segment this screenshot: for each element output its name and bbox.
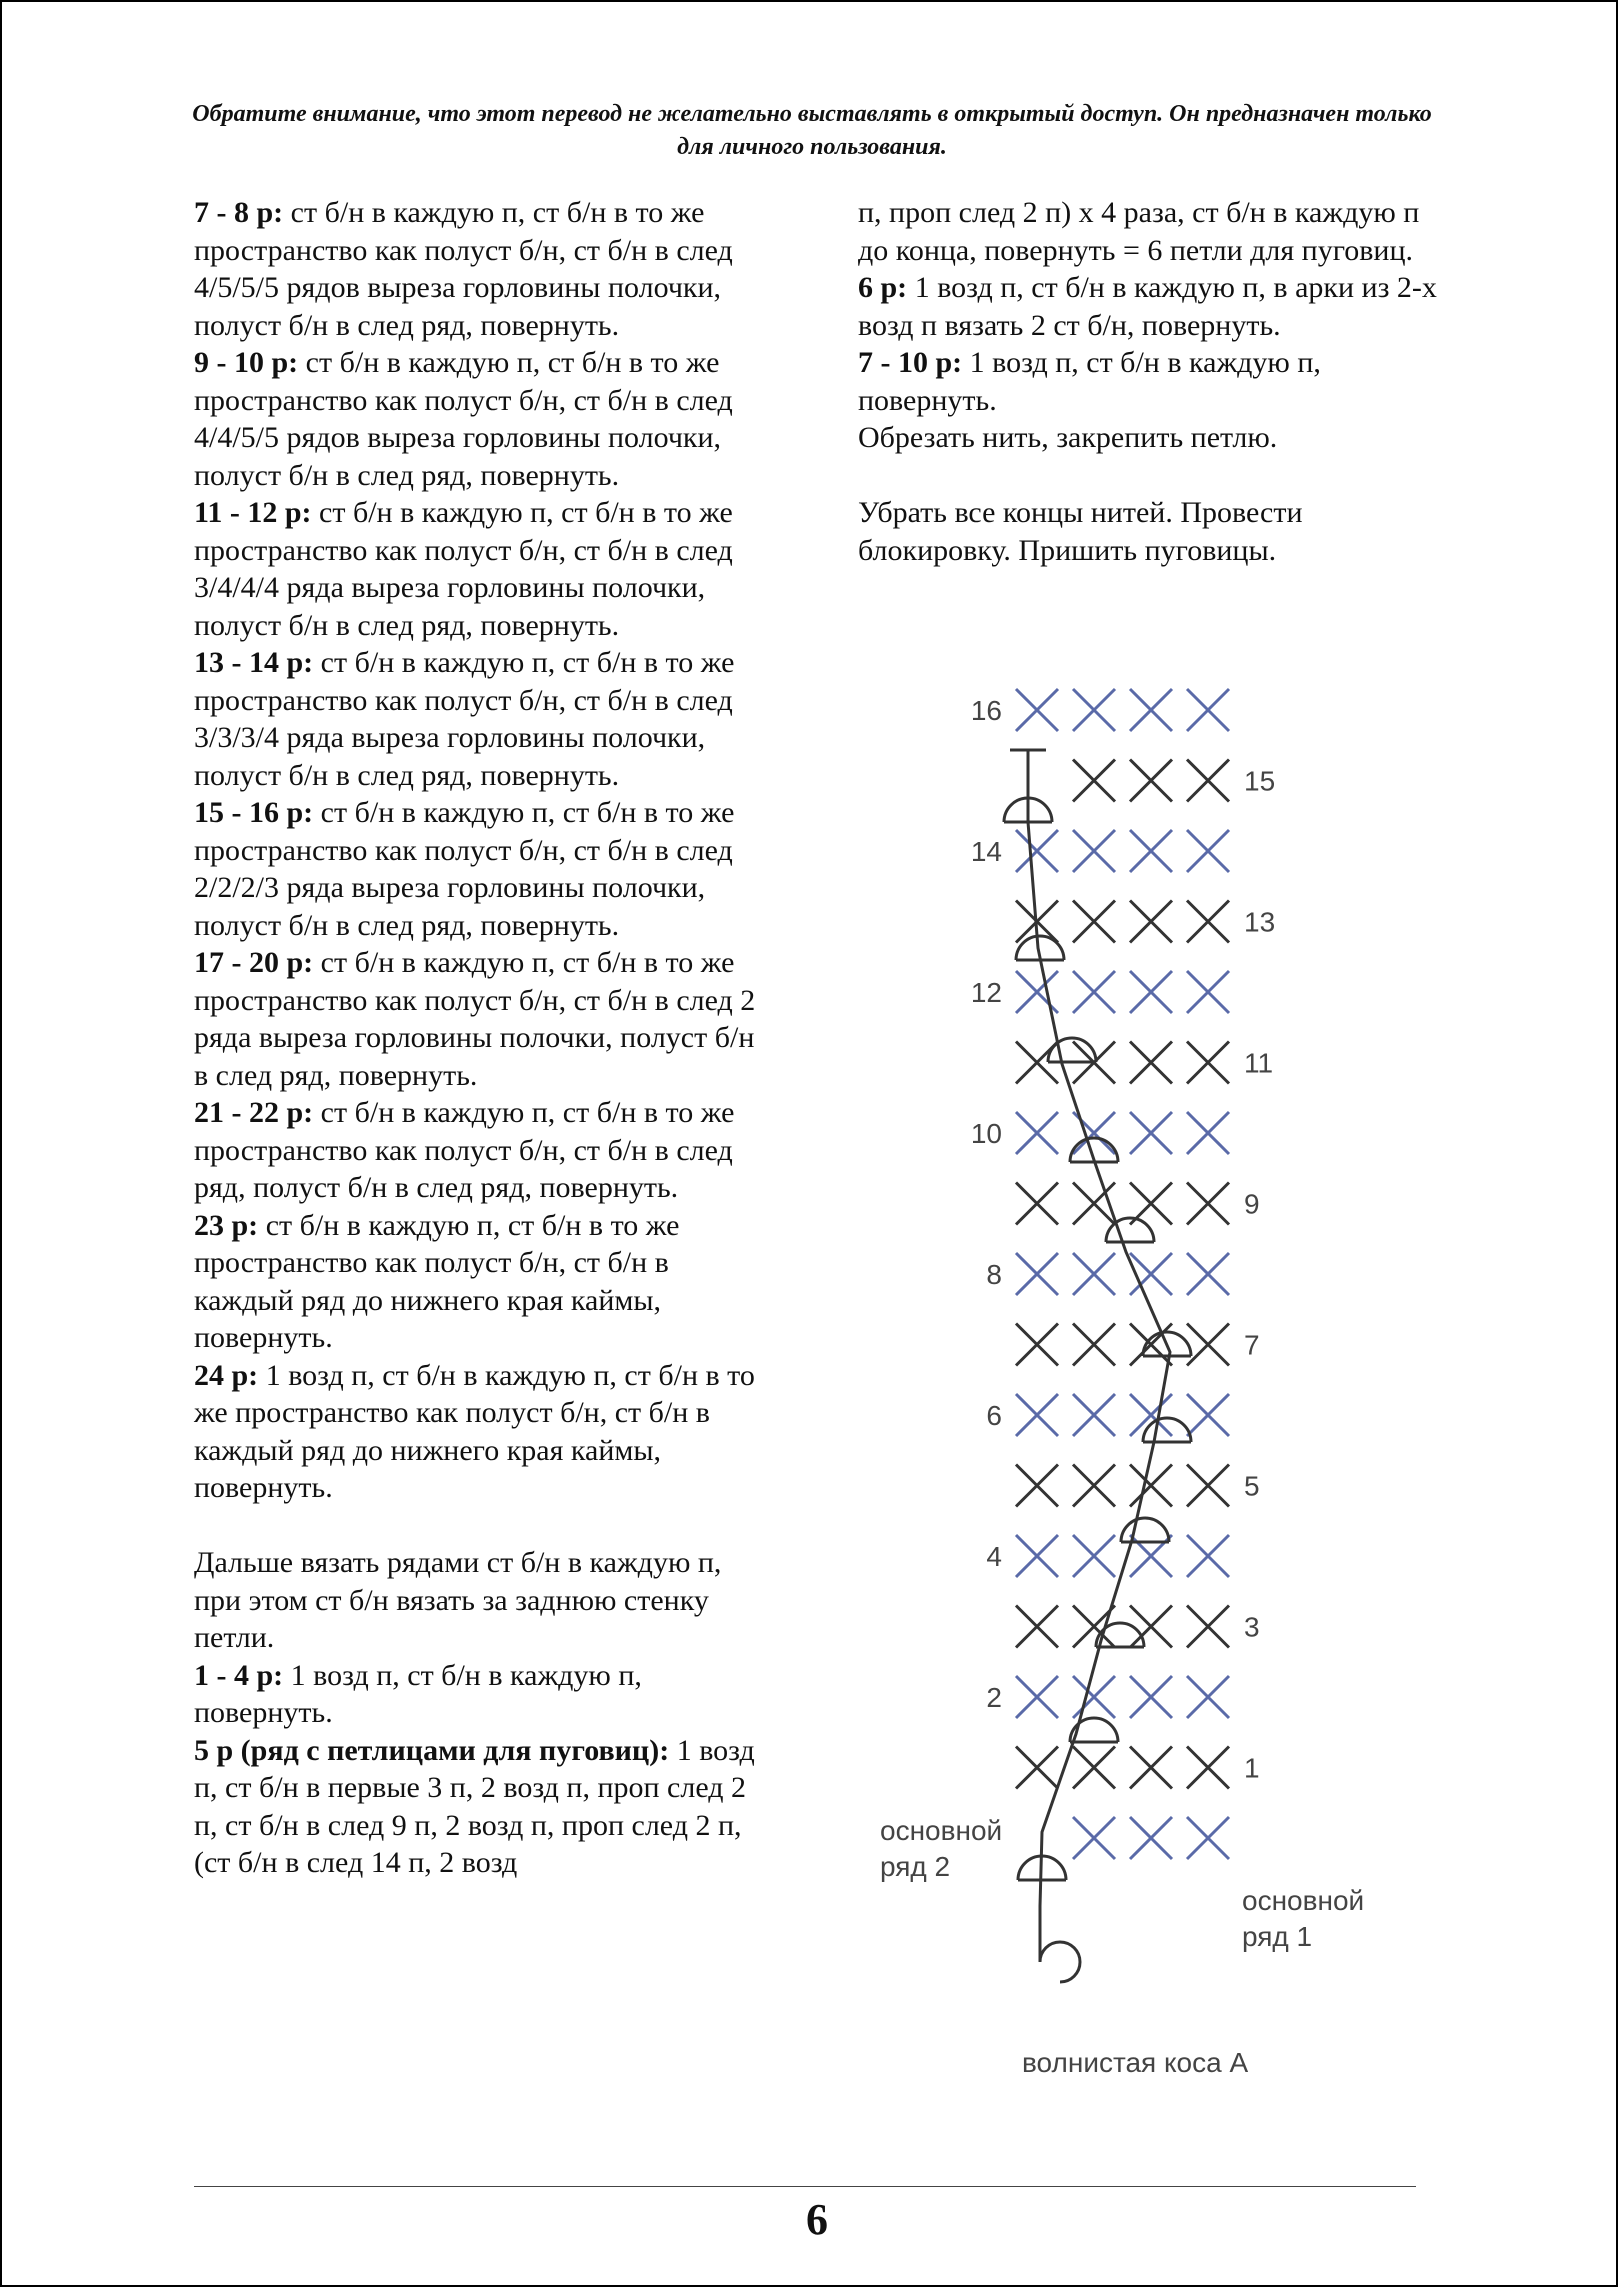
left-column <box>194 194 774 1882</box>
sc-stitch-symbol <box>1130 1817 1172 1859</box>
row-label-right: 13 <box>1244 906 1276 938</box>
sc-stitch-symbol <box>1130 1394 1172 1436</box>
sc-stitch-symbol <box>1016 1324 1058 1366</box>
sc-stitch-symbol <box>1130 1112 1172 1154</box>
band-row-5: 5 р (ряд с петлицами для пуговиц): 1 возд п, ст б/н в первые 3 п, 2 возд п, проп след 2 п, ст б/н в след 9 п, 2 возд п, проп след 2 п, (ст б/н в след 14 п, 2 возд <box>194 1733 755 1879</box>
row-label-right: 15 <box>1244 765 1276 797</box>
sc-stitch-symbol <box>1187 1676 1229 1718</box>
instruction-rows-9-10: 9 - 10 р: ст б/н в каждую п, ст б/н в то же пространство как полуст б/н, ст б/н в след 4/4/5/5 рядов выреза горловины полочки, полуст б/н в след ряд, повернуть. <box>194 346 733 492</box>
sc-stitch-symbol <box>1016 1394 1058 1436</box>
sc-stitch-symbol <box>1016 1747 1058 1789</box>
sc-stitch-symbol <box>1073 901 1115 943</box>
sc-stitch-symbol <box>1130 760 1172 802</box>
sc-stitch-symbol <box>1073 1253 1115 1295</box>
sc-stitch-symbol <box>1016 1606 1058 1648</box>
chart-caption: волнистая коса А <box>1022 2047 1249 2078</box>
sc-stitch-symbol <box>1187 1394 1229 1436</box>
instruction-row-24: 24 р: 1 возд п, ст б/н в каждую п, ст б/н в то же пространство как полуст б/н, ст б/н в каждый ряд до нижнего края каймы, повернуть. <box>194 1358 755 1504</box>
sc-stitch-symbol <box>1073 971 1115 1013</box>
row-label-right: 7 <box>1244 1329 1260 1361</box>
sc-stitch-symbol <box>1187 689 1229 731</box>
post-stitch-symbol <box>1121 1518 1169 1542</box>
notice-text: Обратите внимание, что этот перевод не желательно выставлять в открытый доступ. Он предназначен только для личного пользования. <box>192 101 1432 160</box>
sc-stitch-symbol <box>1130 971 1172 1013</box>
sc-stitch-symbol <box>1016 1465 1058 1507</box>
footer-divider <box>194 2186 1416 2187</box>
sc-stitch-symbol <box>1187 1465 1229 1507</box>
base-row-2-label-line1: основной <box>880 1815 1003 1846</box>
band-intro-paragraph: Дальше вязать рядами ст б/н в каждую п, при этом ст б/н вязать за заднюю стенку петли. <box>194 1546 722 1654</box>
sc-stitch-symbol <box>1016 1183 1058 1225</box>
sc-stitch-symbol <box>1130 1747 1172 1789</box>
sc-stitch-symbol <box>1187 1253 1229 1295</box>
row-label-left: 6 <box>986 1400 1002 1431</box>
row-label-right: 1 <box>1244 1752 1260 1784</box>
base-row-1-label-line1: основной <box>1242 1885 1365 1916</box>
sc-stitch-symbol <box>1187 760 1229 802</box>
sc-stitch-symbol <box>1073 1324 1115 1366</box>
sc-stitch-symbol <box>1130 901 1172 943</box>
band-rows-1-4: 1 - 4 р: 1 возд п, ст б/н в каждую п, повернуть. <box>194 1658 642 1729</box>
band-rows-7-10: 7 - 10 р: 1 возд п, ст б/н в каждую п, повернуть. <box>858 346 1321 417</box>
sc-stitch-symbol <box>1016 1676 1058 1718</box>
sc-stitch-symbol <box>1016 830 1058 872</box>
sc-stitch-symbol <box>1130 689 1172 731</box>
sc-stitch-symbol <box>1187 901 1229 943</box>
sc-stitch-symbol <box>1130 1676 1172 1718</box>
left-instructions <box>194 194 774 1507</box>
sc-stitch-symbol <box>1016 1253 1058 1295</box>
sc-stitch-symbol <box>1073 689 1115 731</box>
row-label-right: 5 <box>1244 1470 1260 1502</box>
instruction-row-23: 23 р: ст б/н в каждую п, ст б/н в то же пространство как полуст б/н, ст б/н в каждый ряд до нижнего края каймы, повернуть. <box>194 1208 680 1354</box>
foundation-chain-loop <box>1040 1942 1080 1982</box>
base-row-2-label-line2: ряд 2 <box>880 1851 951 1882</box>
row-label-left: 8 <box>986 1259 1002 1290</box>
sc-stitch-symbol <box>1187 1183 1229 1225</box>
crochet-chart <box>862 662 1422 2102</box>
sc-stitch-symbol <box>1016 689 1058 731</box>
sc-stitch-symbol <box>1187 1042 1229 1084</box>
sc-stitch-symbol <box>1073 830 1115 872</box>
row-label-right: 3 <box>1244 1611 1260 1643</box>
instruction-rows-21-22: 21 - 22 р: ст б/н в каждую п, ст б/н в то же пространство как полуст б/н, ст б/н в след ряд, полуст б/н в след ряд, повернуть. <box>194 1096 735 1204</box>
finish-text: Обрезать нить, закрепить петлю. <box>858 421 1278 454</box>
sc-stitch-symbol <box>1187 1535 1229 1577</box>
sc-stitch-symbol <box>1073 1676 1115 1718</box>
instruction-rows-11-12: 11 - 12 р: ст б/н в каждую п, ст б/н в то же пространство как полуст б/н, ст б/н в след 3/4/4/4 ряда выреза горловины полочки, полуст б/н в след ряд, повернуть. <box>194 496 733 642</box>
crochet-chart-svg <box>862 662 1422 2102</box>
base-row-1-label-line2: ряд 1 <box>1242 1921 1313 1952</box>
sc-stitch-symbol <box>1073 1747 1115 1789</box>
instruction-rows-7-8: 7 - 8 р: ст б/н в каждую п, ст б/н в то же пространство как полуст б/н, ст б/н в след 4/5/5/5 рядов выреза горловины полочки, полуст б/н в след ряд, повернуть. <box>194 196 733 342</box>
sc-stitch-symbol <box>1073 1535 1115 1577</box>
band-row-6: 6 р: 1 возд п, ст б/н в каждую п, в арки из 2-х возд п вязать 2 ст б/н, повернуть. <box>858 271 1437 342</box>
sc-stitch-symbol <box>1016 1535 1058 1577</box>
sc-stitch-symbol <box>1187 1606 1229 1648</box>
row-5-continuation: п, проп след 2 п) х 4 раза, ст б/н в каждую п до конца, повернуть = 6 петли для пуговиц. <box>858 196 1420 267</box>
row-label-left: 12 <box>970 977 1002 1008</box>
sc-stitch-symbol <box>1187 830 1229 872</box>
final-instructions: Убрать все концы нитей. Провести блокировку. Пришить пуговицы. <box>858 496 1303 567</box>
sc-stitch-symbol <box>1187 1747 1229 1789</box>
sc-stitch-symbol <box>1130 1042 1172 1084</box>
instruction-rows-13-14: 13 - 14 р: ст б/н в каждую п, ст б/н в то же пространство как полуст б/н, ст б/н в след 3/3/3/4 ряда выреза горловины полочки, полуст б/н в след ряд, повернуть. <box>194 646 735 792</box>
sc-stitch-symbol <box>1016 971 1058 1013</box>
row-label-left: 14 <box>970 836 1002 867</box>
sc-stitch-symbol <box>1130 1606 1172 1648</box>
sc-stitch-symbol <box>1130 830 1172 872</box>
sc-stitch-symbol <box>1187 971 1229 1013</box>
row-label-left: 10 <box>970 1118 1002 1149</box>
sc-stitch-symbol <box>1073 1465 1115 1507</box>
right-column <box>858 194 1438 569</box>
sc-stitch-symbol <box>1016 1112 1058 1154</box>
row-label-left: 16 <box>970 695 1002 726</box>
sc-stitch-symbol <box>1073 1817 1115 1859</box>
row-label-right: 11 <box>1244 1047 1274 1079</box>
sc-stitch-symbol <box>1130 1465 1172 1507</box>
sc-stitch-symbol <box>1187 1817 1229 1859</box>
row-label-left: 4 <box>986 1541 1002 1572</box>
page-number: 6 <box>806 2195 828 2244</box>
row-label-right: 9 <box>1244 1188 1260 1220</box>
sc-stitch-symbol <box>1187 1112 1229 1154</box>
instruction-rows-15-16: 15 - 16 р: ст б/н в каждую п, ст б/н в то же пространство как полуст б/н, ст б/н в след 2/2/2/3 ряда выреза горловины полочки, полуст б/н в след ряд, повернуть. <box>194 796 735 942</box>
sc-stitch-symbol <box>1187 1324 1229 1366</box>
sc-stitch-symbol <box>1073 1394 1115 1436</box>
row-label-left: 2 <box>986 1682 1002 1713</box>
sc-stitch-symbol <box>1073 760 1115 802</box>
instruction-rows-17-20: 17 - 20 р: ст б/н в каждую п, ст б/н в то же пространство как полуст б/н, ст б/н в след 2 ряда выреза горловины полочки, полуст б/н в след ряд, повернуть. <box>194 946 756 1092</box>
